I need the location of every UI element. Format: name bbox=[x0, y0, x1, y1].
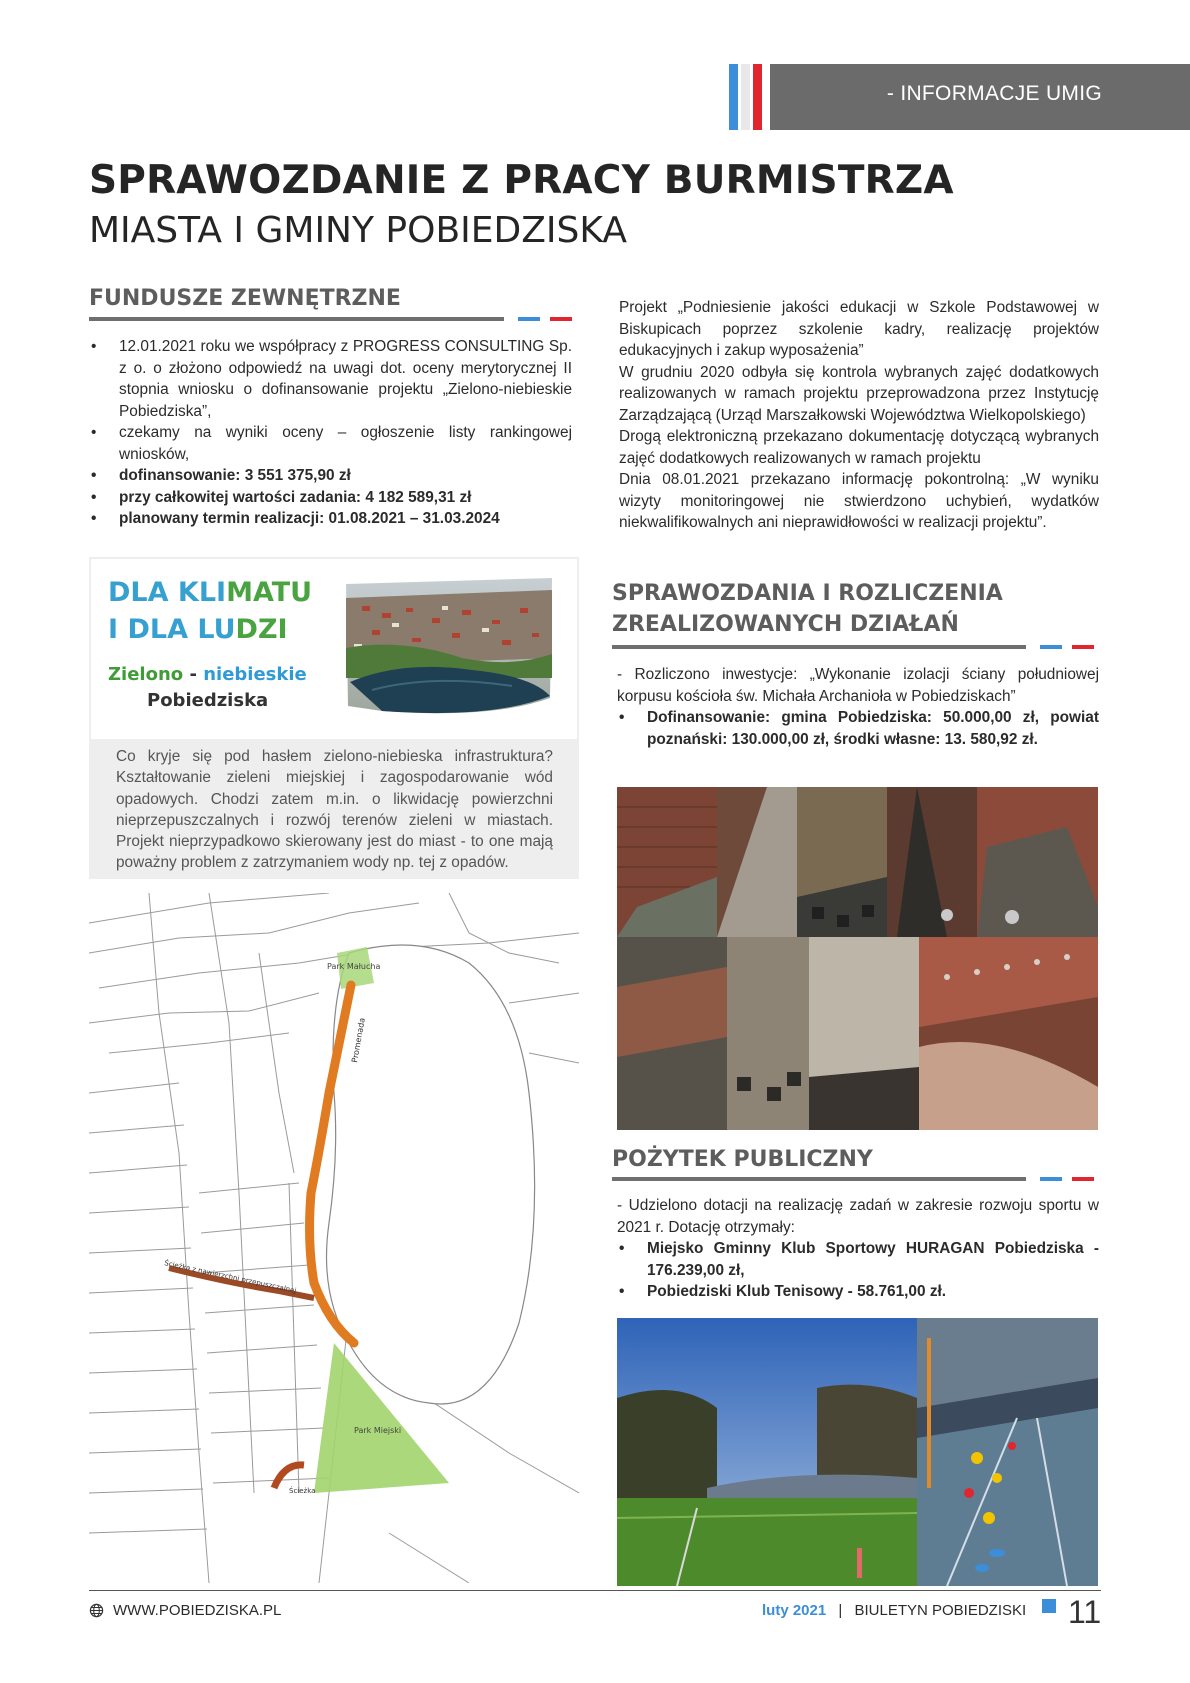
climate-subtitle: Zielono - niebieskie bbox=[108, 664, 307, 685]
paragraph: - Udzielono dotacji na realizację zadań w zakresie rozwoju sportu w 2021 r. Dotację otrzymały: bbox=[617, 1197, 1099, 1236]
church-wall-photos bbox=[617, 787, 1098, 1130]
flag-stripe-white bbox=[741, 64, 750, 130]
sport-photos bbox=[617, 1318, 1098, 1586]
list-item: • dofinansowanie: 3 551 375,90 zł bbox=[89, 465, 572, 487]
flag-stripe-blue bbox=[729, 64, 738, 130]
map-label-park-malucha: Park Małucha bbox=[327, 962, 381, 971]
list-item: • Dofinansowanie: gmina Pobiedziska: 50.000,00 zł, powiat poznański: 130.000,00 zł, środki własne: 13. 580,92 zł. bbox=[617, 707, 1099, 750]
climate-description: Co kryje się pod hasłem zielono-niebieska infrastruktura? Kształtowanie zieleni miejskiej i zagospodarowanie wód opadowych. Chodzi zatem m.in. o likwidację powierzchni nieprzepuszczalnych i rozwój terenów zieleni w miastach. Projekt nieprzypadkowo skierowany jest do miast - to one mają poważny problem z zatrzymaniem wody np. tej z opadów. bbox=[116, 748, 553, 872]
list-item: • Miejsko Gminny Klub Sportowy HURAGAN Pobiedziska - 176.239,00 zł, bbox=[617, 1238, 1099, 1281]
footer-issue-info bbox=[762, 1602, 1026, 1619]
heading-rule bbox=[612, 645, 1026, 649]
flag-stripe-red bbox=[753, 64, 762, 130]
footer-rule bbox=[89, 1590, 1101, 1591]
paragraph: Dnia 08.01.2021 przekazano informację pokontrolną: „W wyniku wizyty monitoringowej nie stwierdzono uchybień, wydatków niekwalifikowalnych ani nieprawidłowości w realizacji projektu”. bbox=[619, 471, 1099, 531]
rule-dash-blue bbox=[1040, 645, 1062, 649]
aerial-town-photo bbox=[342, 578, 555, 719]
map-label-park-miejski: Park Miejski bbox=[354, 1426, 402, 1435]
map-label-sciezka: Ścieżka bbox=[289, 1487, 316, 1495]
footer-separator: | bbox=[838, 1602, 843, 1619]
heading-rule bbox=[89, 317, 504, 321]
park-map bbox=[89, 893, 579, 1583]
footer-publication: BIULETYN POBIEDZISKI bbox=[854, 1602, 1027, 1619]
section-label: - INFORMACJE UMIG bbox=[886, 82, 1102, 105]
heading-pozytek: POŻYTEK PUBLICZNY bbox=[612, 1147, 873, 1172]
pozytek-text bbox=[617, 1195, 1099, 1303]
paragraph: Projekt „Podniesienie jakości edukacji w Szkole Podstawowej w Biskupicach poprzez szkolenie kadry, realizację projektów edukacyjnych i zakup wyposażenia” bbox=[619, 299, 1099, 359]
paragraph: - Rozliczono inwestycje: „Wykonanie izolacji ściany południowej korpusu kościoła św. Michała Archanioła w Pobiedziskach” bbox=[617, 666, 1099, 705]
heading-fundusze: FUNDUSZE ZEWNĘTRZNE bbox=[89, 286, 401, 311]
list-item: • Pobiedziski Klub Tenisowy - 58.761,00 zł. bbox=[617, 1281, 1099, 1303]
rule-dash-red bbox=[550, 317, 572, 321]
projekt-text bbox=[619, 297, 1099, 534]
fundusze-list bbox=[89, 336, 572, 530]
heading-rozliczenia: SPRAWOZDANIA I ROZLICZENIA ZREALIZOWANYCH DZIAŁAŃ bbox=[612, 581, 1003, 637]
footer-website[interactable] bbox=[89, 1602, 281, 1619]
page-subtitle: MIASTA I GMINY POBIEDZISKA bbox=[89, 210, 627, 251]
list-item: • przy całkowitej wartości zadania: 4 182 589,31 zł bbox=[89, 487, 572, 509]
page-number: 11 bbox=[1068, 1594, 1102, 1630]
footer-website-text: WWW.POBIEDZISKA.PL bbox=[113, 1602, 282, 1619]
page-title: SPRAWOZDANIE Z PRACY BURMISTRZA bbox=[89, 158, 954, 203]
footer-blue-square bbox=[1042, 1599, 1056, 1613]
map-label-sciezka-przepuszczalna: Ścieżka z nawierzchni przepuszczalnej bbox=[163, 1259, 297, 1295]
rozliczenia-text bbox=[617, 664, 1099, 750]
rule-dash-blue bbox=[518, 317, 540, 321]
climate-title: DLA KLIMATU I DLA LUDZI bbox=[108, 577, 313, 645]
paragraph: Drogą elektroniczną przekazano dokumentację dotyczącą wybranych zajęć dodatkowych realizowanych w ramach projektu bbox=[619, 428, 1099, 467]
climate-town: Pobiedziska bbox=[147, 690, 269, 711]
globe-icon bbox=[89, 1603, 104, 1618]
paragraph: W grudniu 2020 odbyła się kontrola wybranych zajęć dodatkowych realizowanych w ramach projektu przeprowadzona przez Instytucję Zarządzającą (Urząd Marszałkowski Województwa Wielkopolskiego) bbox=[619, 363, 1099, 424]
list-item: • planowany termin realizacji: 01.08.2021 – 31.03.2024 bbox=[89, 508, 572, 530]
rule-dash-red bbox=[1072, 1177, 1094, 1181]
heading-rule bbox=[612, 1177, 1026, 1181]
footer-issue-date: luty 2021 bbox=[762, 1602, 827, 1619]
rule-dash-red bbox=[1072, 645, 1094, 649]
rule-dash-blue bbox=[1040, 1177, 1062, 1181]
list-item: • czekamy na wyniki oceny – ogłoszenie listy rankingowej wniosków, bbox=[89, 422, 572, 465]
map-label-promenada: Promenada bbox=[350, 1017, 367, 1064]
section-header-band bbox=[770, 64, 1190, 130]
list-item: • 12.01.2021 roku we współpracy z PROGRESS CONSULTING Sp. z o. o złożono odpowiedź na uwagi dot. oceny merytorycznej II stopnia wniosku o dofinansowanie projektu „Zielono-niebieskie Pobiedziska”, bbox=[89, 336, 572, 422]
